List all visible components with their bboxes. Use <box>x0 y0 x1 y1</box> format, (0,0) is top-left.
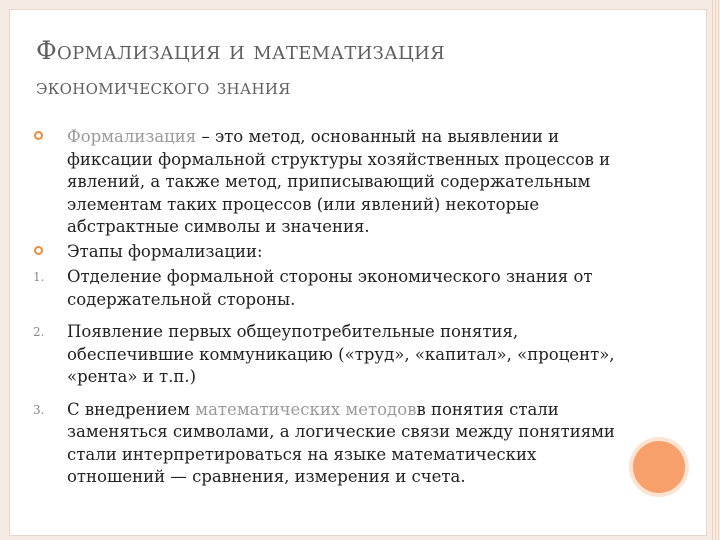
bullet-item-definition <box>28 126 628 239</box>
step-number: 2. <box>33 325 45 339</box>
step-text-prefix: С внедрением <box>67 399 196 419</box>
definition-text: – это метод, основанный на выявлении и фиксации формальной структуры хозяйственных процессов и явлений, а также метод, приписывающий содержательным элементам таких процессов (или явлений) некоторые абстрактные символы и значения. <box>67 127 611 236</box>
title-line-1: Формализация и математизация <box>36 36 445 65</box>
step-number: 3. <box>33 402 45 417</box>
decorative-orange-circle <box>633 441 685 493</box>
step-text-highlight: математических методов <box>195 399 417 419</box>
step-item-1 <box>28 266 628 311</box>
decorative-edge-stripe <box>712 0 720 540</box>
bullet-ring-icon <box>34 246 43 255</box>
slide-content <box>28 126 628 489</box>
slide-title <box>36 32 676 106</box>
step-text: Появление первых общеупотребительные понятия, обеспечившие коммуникацию («труд», «капитал», «процент», «рента» и т.п.) <box>67 322 615 386</box>
bullet-ring-icon <box>34 131 43 140</box>
step-text-suffix: в понятия стали заменяться символами, а логические связи между понятиями стали интерпретироваться на языке математических отношений — сравнения, измерения и счета. <box>67 399 615 486</box>
term-highlight: Формализация <box>67 127 197 146</box>
title-line-2: экономического знания <box>36 75 291 100</box>
stages-heading: Этапы формализации: <box>67 241 263 261</box>
step-number: 1. <box>33 270 45 284</box>
step-item-3 <box>28 399 628 489</box>
step-item-2 <box>28 321 628 389</box>
bullet-item-stages <box>28 241 628 264</box>
step-text: Отделение формальной стороны экономического знания от содержательной стороны. <box>67 267 593 309</box>
